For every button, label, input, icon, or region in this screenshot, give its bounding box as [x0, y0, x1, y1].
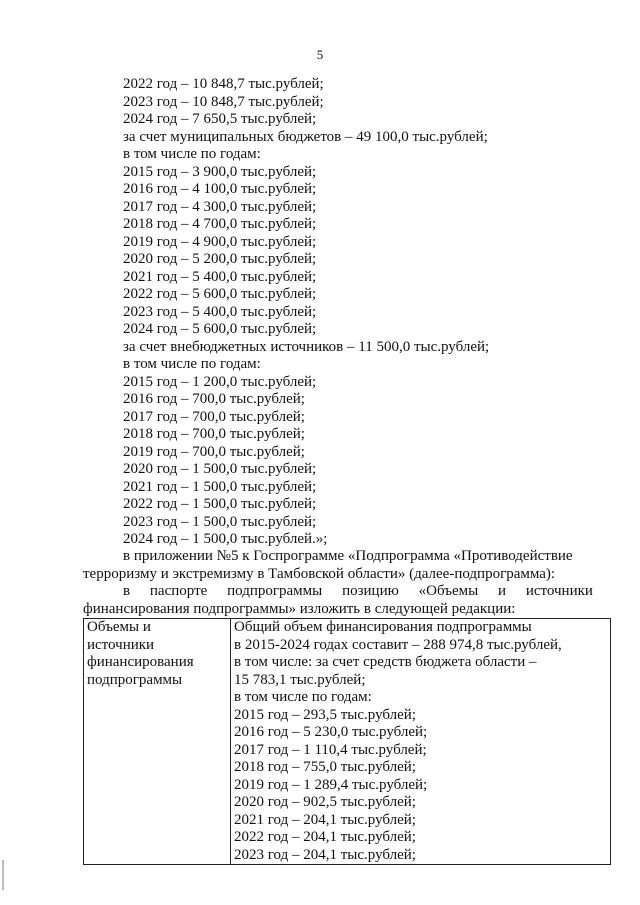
cell-line: финансирования	[87, 654, 194, 670]
paragraph-line: терроризму и экстремизму в Тамбовской области» (далее-подпрограмма):	[83, 565, 556, 582]
text-line: 2015 год – 3 900,0 тыс.рублей;	[123, 163, 317, 180]
paragraph-line: в приложении №5 к Госпрограмме «Подпрограмма «Противодействие	[123, 548, 573, 564]
cell-line: 2019 год – 1 289,4 тыс.рублей;	[234, 776, 428, 793]
cell-line: Общий объем финансирования подпрограммы	[234, 619, 532, 635]
text-line: 2024 год – 5 600,0 тыс.рублей;	[123, 321, 317, 337]
text-line: 2017 год – 4 300,0 тыс.рублей;	[123, 198, 317, 215]
cell-line: 2021 год – 204,1 тыс.рублей;	[234, 811, 416, 828]
text-line: 2016 год – 4 100,0 тыс.рублей;	[123, 181, 317, 197]
word: источники	[525, 583, 593, 599]
cell-line: 2018 год – 755,0 тыс.рублей;	[234, 759, 416, 775]
passport-paragraph	[83, 583, 593, 618]
word: в	[123, 583, 131, 599]
word: «Объемы	[418, 583, 479, 599]
text-line: 2020 год – 1 500,0 тыс.рублей;	[123, 461, 317, 477]
cell-line: в 2015-2024 годах составит – 288 974,8 тыс.рублей,	[234, 636, 562, 653]
text-line: 2020 год – 5 200,0 тыс.рублей;	[123, 251, 317, 267]
text-line: 2018 год – 4 700,0 тыс.рублей;	[123, 216, 317, 232]
text-line: в том числе по годам:	[123, 356, 261, 372]
cell-line: 2016 год – 5 230,0 тыс.рублей;	[234, 724, 428, 740]
cell-line: 2022 год – 204,1 тыс.рублей;	[234, 829, 416, 845]
funding-table	[83, 618, 611, 865]
table-cell-value	[231, 619, 611, 865]
funding-lines	[123, 76, 489, 549]
cell-line: 15 783,1 тыс.рублей;	[234, 671, 366, 688]
text-line: 2022 год – 1 500,0 тыс.рублей;	[123, 496, 317, 512]
text-line: 2017 год – 700,0 тыс.рублей;	[123, 408, 305, 425]
word: и	[498, 583, 507, 599]
table-cell-label	[84, 619, 231, 865]
text-line: 2024 год – 1 500,0 тыс.рублей.»;	[123, 531, 328, 547]
text-line: 2024 год – 7 650,5 тыс.рублей;	[123, 111, 317, 127]
cell-line: Объемы и	[87, 619, 151, 635]
text-line: в том числе по годам:	[123, 146, 261, 162]
word: подпрограммы	[227, 583, 323, 599]
word: паспорте	[149, 583, 208, 599]
appendix-paragraph	[83, 548, 593, 583]
text-line: 2018 год – 700,0 тыс.рублей;	[123, 426, 305, 442]
text-line: за счет муниципальных бюджетов – 49 100,0 тыс.рублей;	[123, 128, 488, 145]
text-line: 2022 год – 5 600,0 тыс.рублей;	[123, 286, 317, 302]
cell-line: 2020 год – 902,5 тыс.рублей;	[234, 794, 416, 810]
cell-line: 2023 год – 204,1 тыс.рублей;	[234, 846, 416, 863]
text-line: 2015 год – 1 200,0 тыс.рублей;	[123, 373, 317, 390]
word: позицию	[342, 583, 399, 599]
page-number: 5	[316, 47, 324, 62]
text-line: 2023 год – 1 500,0 тыс.рублей;	[123, 513, 317, 530]
text-line: 2021 год – 5 400,0 тыс.рублей;	[123, 268, 317, 285]
text-line: 2019 год – 4 900,0 тыс.рублей;	[123, 233, 317, 250]
text-line: 2021 год – 1 500,0 тыс.рублей;	[123, 478, 317, 495]
paragraph-line-justified	[83, 583, 593, 601]
text-line: 2023 год – 10 848,7 тыс.рублей;	[123, 93, 324, 110]
cell-line: в том числе: за счет средств бюджета области –	[234, 654, 537, 670]
paragraph-line: финансирования подпрограммы» изложить в следующей редакции:	[83, 600, 516, 617]
cell-line: 2015 год – 293,5 тыс.рублей;	[234, 706, 416, 723]
cell-line: в том числе по годам:	[234, 689, 372, 705]
text-line: 2022 год – 10 848,7 тыс.рублей;	[123, 76, 324, 92]
cell-line: 2017 год – 1 110,4 тыс.рублей;	[234, 741, 427, 758]
text-line: 2023 год – 5 400,0 тыс.рублей;	[123, 303, 317, 320]
scan-edge-mark	[2, 860, 4, 890]
table-row	[84, 619, 611, 865]
text-line: 2019 год – 700,0 тыс.рублей;	[123, 443, 305, 460]
text-line: 2016 год – 700,0 тыс.рублей;	[123, 391, 305, 407]
text-line: за счет внебюджетных источников – 11 500,0 тыс.рублей;	[123, 338, 490, 355]
cell-line: источники	[87, 636, 155, 653]
cell-line: подпрограммы	[87, 671, 183, 688]
